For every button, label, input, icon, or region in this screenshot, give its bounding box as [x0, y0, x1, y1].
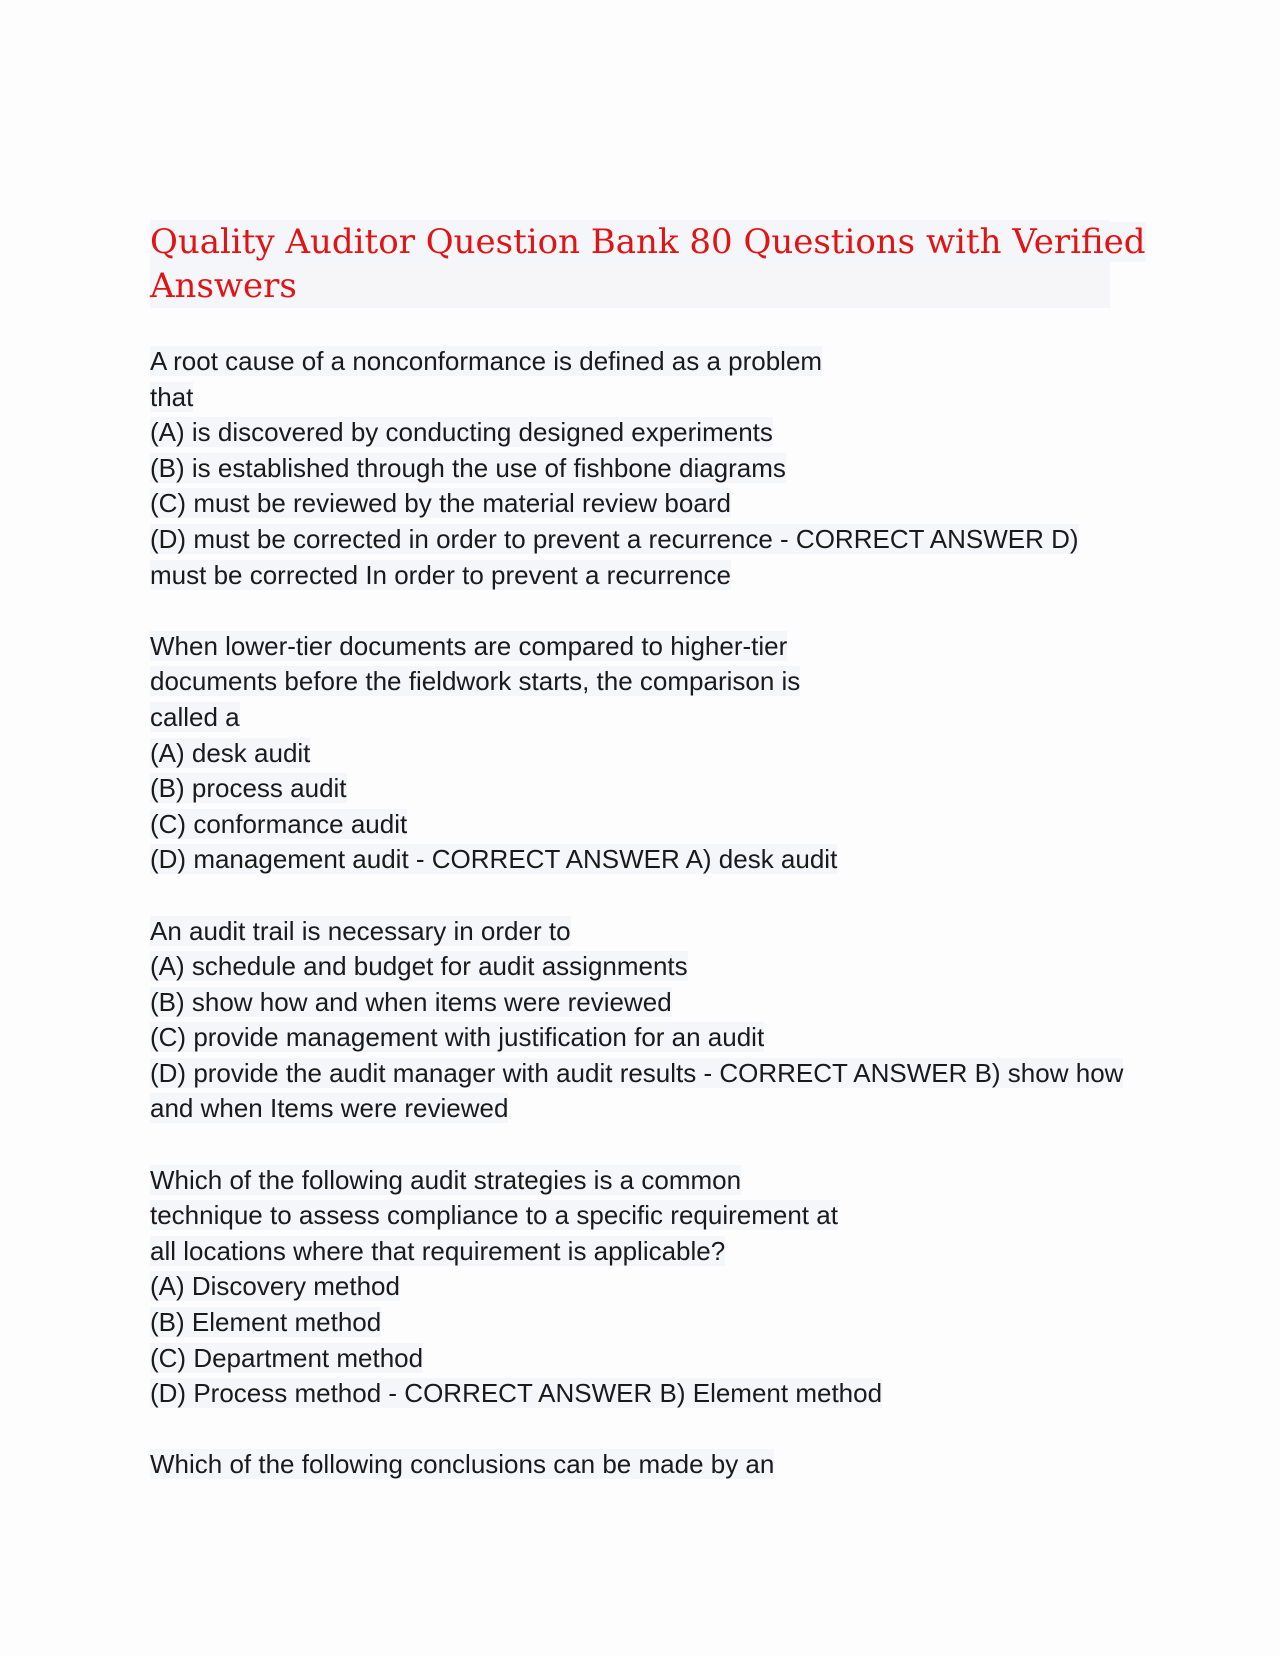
question-text-line: A root cause of a nonconformance is defined as a problem: [150, 346, 823, 376]
correct-answer-line: and when Items were reviewed: [150, 1093, 509, 1124]
question-text-line: that: [150, 381, 194, 412]
question-block-5: [150, 1447, 1150, 1483]
document-title: [150, 220, 1146, 308]
answer-option-c: (C) must be reviewed by the material review board: [150, 488, 731, 519]
answer-option-a: (A) schedule and budget for audit assignments: [150, 951, 688, 982]
answer-option-d: (D) provide the audit manager with audit results - CORRECT ANSWER B) show how: [150, 1057, 1124, 1088]
answer-option-b: (B) is established through the use of fishbone diagrams: [150, 452, 786, 483]
question-text-line: When lower-tier documents are compared to higher-tier: [150, 630, 788, 661]
question-text-line: An audit trail is necessary in order to: [150, 915, 571, 946]
question-block-1: [150, 344, 1150, 593]
correct-answer-line: must be corrected In order to prevent a recurrence: [150, 559, 731, 590]
title-line: Quality Auditor Question Bank 80 Questions with Verified: [150, 222, 1146, 262]
answer-option-d: (D) management audit - CORRECT ANSWER A) desk audit: [150, 844, 838, 875]
answer-option-b: (B) Element method: [150, 1307, 382, 1338]
answer-option-d: (D) Process method - CORRECT ANSWER B) Element method: [150, 1378, 883, 1409]
question-text-line: technique to assess compliance to a specific requirement at: [150, 1200, 838, 1231]
question-list: [150, 344, 1150, 1519]
question-block-3: [150, 914, 1150, 1128]
answer-option-b: (B) show how and when items were reviewed: [150, 986, 672, 1017]
question-text-line: documents before the fieldwork starts, the comparison is: [150, 666, 801, 697]
question-text-line: Which of the following conclusions can be made by an: [150, 1449, 775, 1480]
question-block-4: [150, 1163, 1150, 1412]
answer-option-a: (A) desk audit: [150, 737, 311, 768]
answer-option-b: (B) process audit: [150, 773, 347, 804]
title-line: Answers: [150, 264, 1110, 308]
question-text-line: Which of the following audit strategies is a common: [150, 1164, 742, 1195]
answer-option-c: (C) Department method: [150, 1342, 424, 1373]
answer-option-c: (C) conformance audit: [150, 808, 408, 839]
answer-option-a: (A) is discovered by conducting designed experiments: [150, 417, 773, 448]
answer-option-c: (C) provide management with justification for an audit: [150, 1022, 765, 1053]
answer-option-a: (A) Discovery method: [150, 1271, 400, 1302]
question-block-2: [150, 629, 1150, 878]
answer-option-d: (D) must be corrected in order to prevent a recurrence - CORRECT ANSWER D): [150, 523, 1079, 554]
question-text-line: called a: [150, 701, 240, 732]
question-text-line: all locations where that requirement is applicable?: [150, 1235, 726, 1266]
